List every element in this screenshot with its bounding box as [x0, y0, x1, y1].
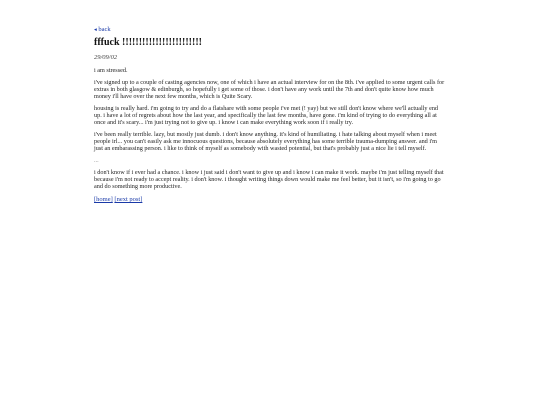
post-navigation: [94, 196, 446, 204]
post-paragraph-2: i've signed up to a couple of casting agencies now, one of which i have an actual interview for on the 8th. i've applied to some urgent calls for extras in both glasgow & edinburgh, so hopefully i get some of those. i don't have any work until the 7th and don't quite know how much money i'll have over the next few months, which is Quite Scary.: [94, 79, 445, 100]
post-paragraph-4: i've been really terrible. lazy, but mostly just dumb. i don't know anything. it's kind of humiliating. i hate talking about myself when i meet people irl... you can't easily ask me innocuous questions, because absolutely everything has some terrible trauma-dumping answer. and i'm just an embarassing person. i like to think of myself as somebody with wasted potential, but that's probably just a nice lie i tell myself.: [94, 131, 437, 152]
post-title: fffuck !!!!!!!!!!!!!!!!!!!!!!!!: [94, 37, 202, 48]
post-paragraph-closing: i don't know if i ever had a chance. i know i just said i don't want to give up and i know i can make it work. maybe i'm just telling myself that because i'm not ready to accept reality. i don't know. i thought writing things down would make me feel better, but it isn't, so i'm going to go and do something more productive.: [94, 169, 444, 190]
post-paragraph-1: i am stressed.: [94, 67, 128, 74]
next-post-link[interactable]: [next post]: [114, 196, 143, 204]
post-page: [94, 26, 446, 204]
post-date: 29/09/02: [94, 54, 118, 61]
back-link-label: back: [98, 26, 111, 33]
back-arrow-icon: ◂: [94, 27, 97, 33]
back-link[interactable]: [94, 26, 446, 34]
section-separator: ...: [94, 156, 99, 164]
post-paragraph-3: housing is really hard. i'm going to try and do a flatshare with some people i've met (! yay) but we still don't know where we'll actually end up. i have a lot of regrets about how the last year, and specifically the last few months, have gone. i'm kind of trying to do everything all at once and it's scary... i'm just trying not to give up. i know i can make everything work soon if i really try.: [94, 105, 439, 126]
home-link[interactable]: [home]: [94, 196, 113, 204]
